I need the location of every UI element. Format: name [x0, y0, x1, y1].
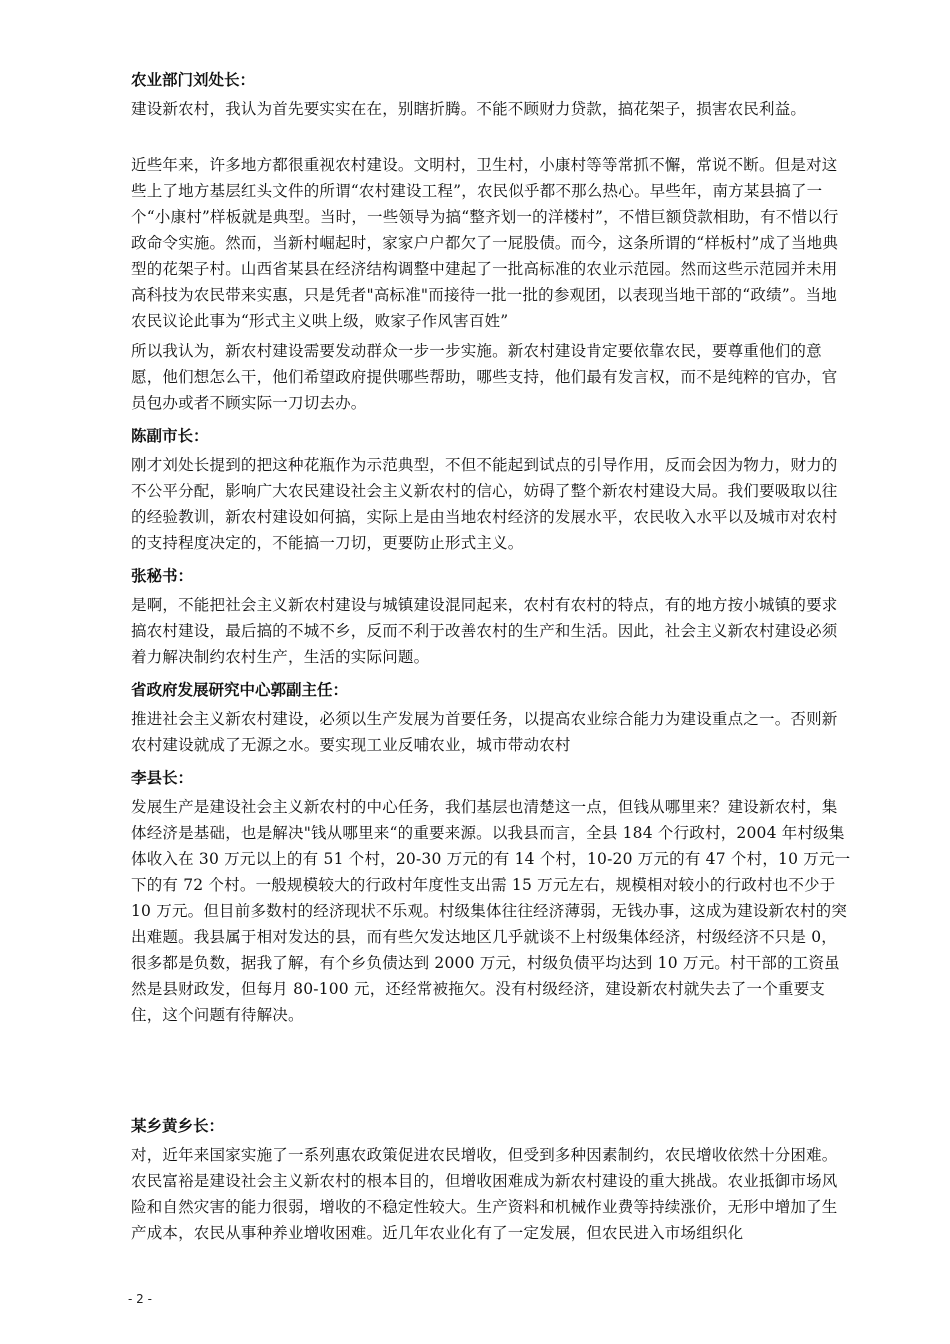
speaker-chen: 陈副市长：: [131, 427, 209, 445]
paragraph: 所以我认为，新农村建设需要发动群众一步一步实施。新农村建设肯定要依靠农民，要尊重他们的意愿，他们想怎么干，他们希望政府提供哪些帮助，哪些支持，他们最有发言权，而不是纯粹的官办，官员包办或者不顾实际一刀切去办。: [131, 342, 838, 412]
speaker-liu: 农业部门刘处长：: [131, 71, 256, 89]
paragraph: 建设新农村，我认为首先要实实在在，别瞎折腾。不能不顾财力贷款，搞花架子，损害农民利益。: [131, 100, 807, 118]
paragraph: 刚才刘处长提到的把这种花瓶作为示范典型，不但不能起到试点的引导作用，反而会因为物力，财力的不公平分配，影响广大农民建设社会主义新农村的信心，妨碍了整个新农村建设大局。我们要吸取以往的经验教训，新农村建设如何搞，实际上是由当地农村经济的发展水平，农民收入水平以及城市对农村的支持程度决定的，不能搞一刀切，更要防止形式主义。: [131, 456, 838, 552]
speaker-zhang: 张秘书：: [131, 567, 194, 585]
spacer: [131, 126, 851, 152]
paragraph: 对，近年来国家实施了一系列惠农政策促进农民增收，但受到多种因素制约，农民增收依然十分困难。农民富裕是建设社会主义新农村的根本目的，但增收困难成为新农村建设的重大挑战。农业抵御市场风险和自然灾害的能力很弱，增收的不稳定性较大。生产资料和机械作业费等持续涨价，无形中增加了生产成本，农民从事种养业增收困难。近几年农业化有了一定发展，但农民进入市场组织化: [131, 1146, 838, 1242]
speaker-guo: 省政府发展研究中心郭副主任：: [131, 681, 349, 699]
paragraph: 发展生产是建设社会主义新农村的中心任务，我们基层也清楚这一点，但钱从哪里来？建设新农村，集体经济是基础，也是解决"钱从哪里来“的重要来源。以我县而言，全县 184 个行政村，2004 年村级集体收入在 30 万元以上的有 51 个村，20-30 万元的有 14 个村，10-20 万元的有 47 个村，10 万元一下的有 72 个村。一般规模较大的行政村年度性支出需 15 万元左右，规模相对较小的行政村也不少于 10 万元。但目前多数村的经济现状不乐观。村级集体往往经济薄弱，无钱办事，这成为建设新农村的突出难题。我县属于相对发达的县，而有些欠发达地区几乎就谈不上村级集体经济，村级经济不只是 0，很多都是负数，据我了解，有个乡负债达到 2000 万元，村级负债平均达到 10 万元。村干部的工资虽然是县财政发，但每月 80-100 元，还经常被拖欠。没有村级经济，建设新农村就失去了一个重要支住，这个问题有待解决。: [131, 798, 851, 1024]
document-body: [131, 64, 851, 1250]
paragraph: 是啊，不能把社会主义新农村建设与城镇建设混同起来，农村有农村的特点，有的地方按小城镇的要求搞农村建设，最后搞的不城不乡，反而不利于改善农村的生产和生活。因此，社会主义新农村建设必须着力解决制约农村生产，生活的实际问题。: [131, 596, 838, 666]
page-number: - 2 -: [128, 1292, 152, 1306]
paragraph: 近些年来，许多地方都很重视农村建设。文明村，卫生村，小康村等等常抓不懈，常说不断。但是对这些上了地方基层红头文件的所谓“农村建设工程”，农民似乎都不那么热心。早些年，南方某县搞了一个“小康村”样板就是典型。当时，一些领导为搞“整齐划一的洋楼村”，不惜巨额贷款相助，有不惜以行政命令实施。然而，当新村崛起时，家家户户都欠了一屁股债。而今，这条所谓的“样板村”成了当地典型的花架子村。山西省某县在经济结构调整中建起了一批高标准的农业示范园。然而这些示范园并未用高科技为农民带来实惠，只是凭者"高标准"而接待一批一批的参观团，以表现当地干部的“政绩”。当地农民议论此事为“形式主义哄上级，败家子作风害百姓”: [131, 156, 839, 330]
speaker-huang: 某乡黄乡长：: [131, 1117, 225, 1135]
speaker-li: 李县长：: [131, 769, 194, 787]
spacer: [131, 1032, 851, 1110]
paragraph: 推进社会主义新农村建设，必须以生产发展为首要任务，以提高农业综合能力为建设重点之一。否则新农村建设就成了无源之水。要实现工业反哺农业，城市带动农村: [131, 710, 838, 754]
